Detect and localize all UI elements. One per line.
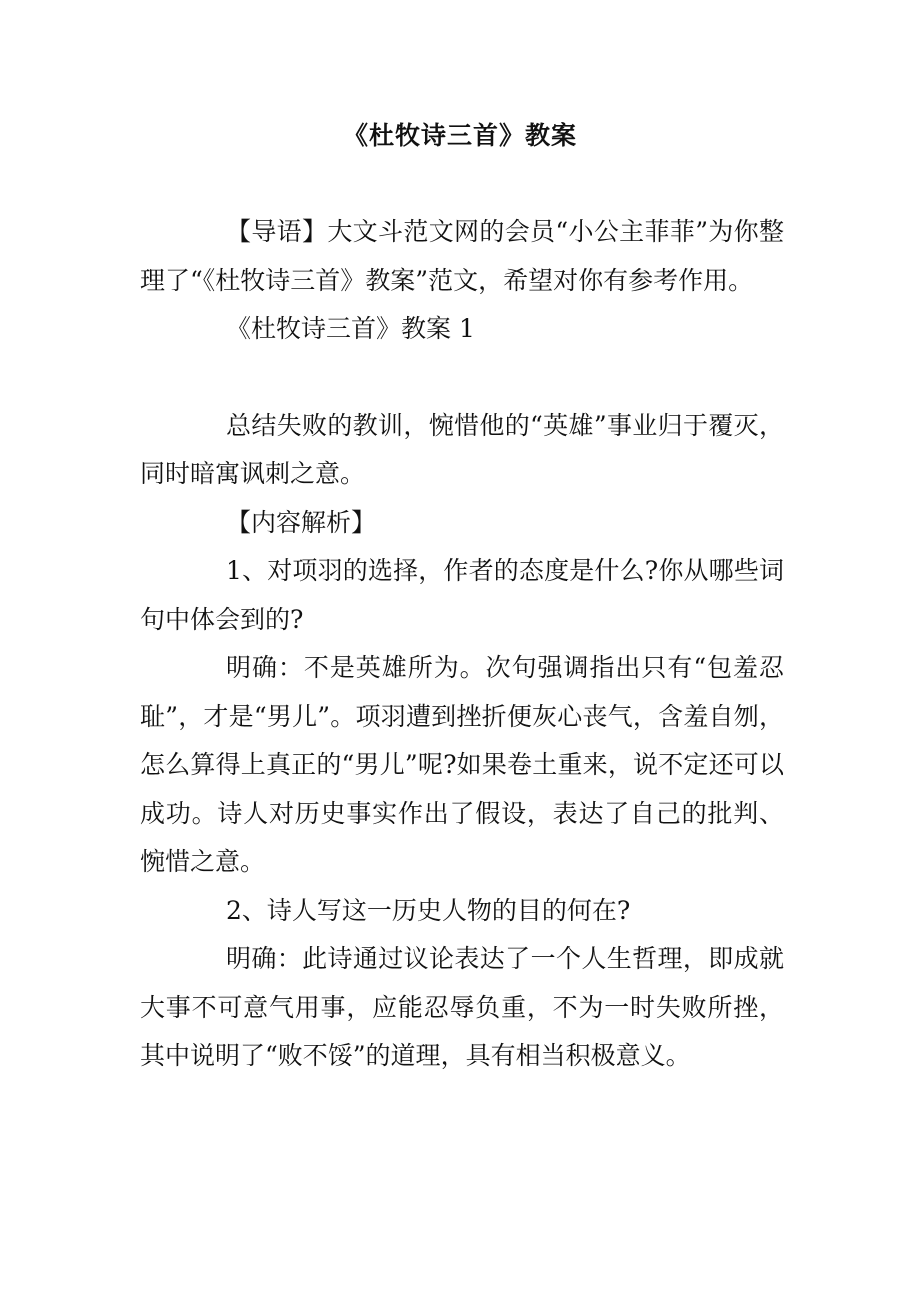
question-2: 2、诗人写这一历史人物的目的何在? [226, 895, 631, 925]
intro-paragraph: 【导语】大文斗范文网的会员“小公主菲菲”为你整理了“《杜牧诗三首》教案”范文，希望对你有参考作用。 [140, 217, 784, 295]
document-title: 《杜牧诗三首》教案 [342, 121, 577, 150]
document-body [140, 208, 784, 1081]
section-heading: 《杜牧诗三首》教案 1 [226, 314, 475, 343]
summary-paragraph: 总结失败的教训，惋惜他的“英雄”事业归于覆灭，同时暗寓讽刺之意。 [140, 410, 784, 488]
answer-1: 明确：不是英雄所为。次句强调指出只有“包羞忍耻”，才是“男儿”。项羽遭到挫折便灰心丧气，含羞自刎，怎么算得上真正的“男儿”呢?如果卷土重来，说不定还可以成功。诗人对历史事实作出了假设，表达了自己的批判、惋惜之意。 [140, 653, 784, 876]
answer-2: 明确：此诗通过议论表达了一个人生哲理，即成就大事不可意气用事，应能忍辱负重，不为一时失败所挫，其中说明了“败不馁”的道理，具有相当积极意义。 [140, 944, 784, 1070]
question-1: 1、对项羽的选择，作者的态度是什么?你从哪些词句中体会到的? [140, 556, 784, 634]
content-analysis-heading: 【内容解析】 [226, 507, 377, 537]
